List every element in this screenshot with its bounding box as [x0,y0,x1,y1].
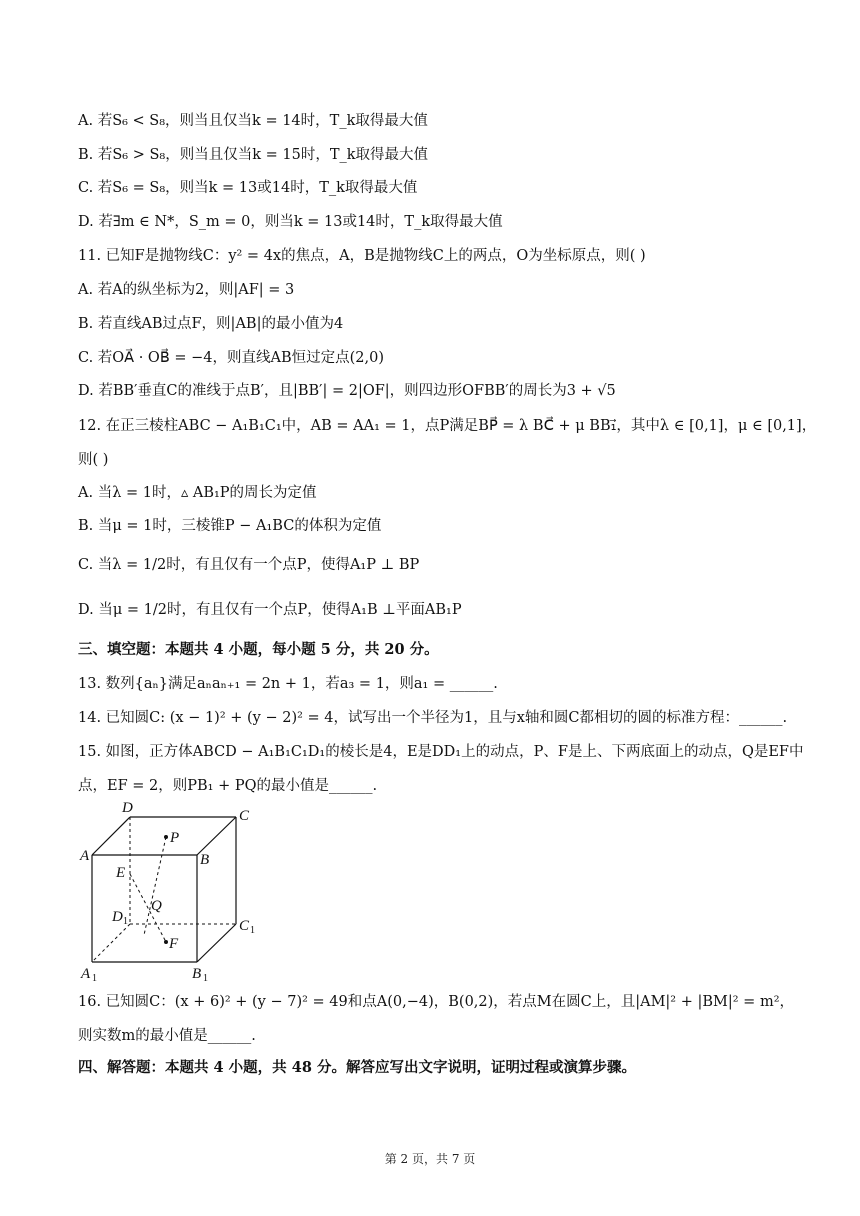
label-A: A [80,848,90,864]
segment-P [144,837,166,935]
cube-figure [76,800,266,985]
question-13: 13. 数列{aₙ}满足aₙaₙ₊₁ = 2n + 1，若a₃ = 1，则a₁ = ______. [78,676,498,692]
point-P [164,835,168,839]
option-10b: B. 若S₆ > S₈，则当且仅当k = 15时，T_k取得最大值 [78,147,429,163]
option-11b: B. 若直线AB过点F，则|AB|的最小值为4 [78,316,344,332]
label-B1-sub: 1 [203,973,208,984]
option-11a: A. 若A的纵坐标为2，则|AF| = 3 [78,282,295,298]
edge-C1-B1 [197,924,236,962]
label-P: P [170,830,180,846]
question-14: 14. 已知圆C: (x − 1)² + (y − 2)² = 4，试写出一个半径为1，且与x轴和圆C都相切的圆的标准方程：______. [78,710,788,726]
option-12a: A. 当λ = 1时，▵ AB₁P的周长为定值 [78,485,317,501]
edge-A-D [92,817,130,855]
edge-D1-A1 [92,924,130,962]
option-10a: A. 若S₆ < S₈，则当且仅当k = 14时，T_k取得最大值 [78,113,428,129]
label-C1: C [239,918,250,934]
label-C1-sub: 1 [250,925,255,936]
label-D1-sub: 1 [123,916,128,927]
label-B: B [200,852,210,868]
label-A1: A [81,966,91,982]
section-fill-blank-heading: 三、填空题：本题共 4 小题，每小题 5 分，共 20 分。 [78,641,439,658]
label-D: D [122,800,133,816]
point-F [164,940,168,944]
option-12b: B. 当μ = 1时，三棱锥P − A₁BC的体积为定值 [78,518,382,534]
question-15-cont: 点，EF = 2，则PB₁ + PQ的最小值是______. [78,778,378,794]
label-C: C [239,808,250,824]
page-footer: 第 2 页，共 7 页 [384,1152,476,1166]
option-10c: C. 若S₆ = S₈，则当k = 13或14时，T_k取得最大值 [78,180,418,196]
label-F: F [169,936,179,952]
option-10d: D. 若∃m ∈ N*，S_m = 0，则当k = 13或14时，T_k取得最大值 [78,214,503,230]
edge-C-B [197,817,236,855]
question-11: 11. 已知F是抛物线C：y² = 4x的焦点，A，B是抛物线C上的两点，O为坐标原点，则( ) [78,248,646,264]
label-A1-sub: 1 [92,973,97,984]
option-12c: C. 当λ = 1/2时，有且仅有一个点P，使得A₁P ⊥ BP [78,557,420,573]
question-16-cont: 则实数m的最小值是______. [78,1028,256,1044]
option-12d: D. 当μ = 1/2时，有且仅有一个点P，使得A₁B ⊥平面AB₁P [78,602,462,618]
question-16: 16. 已知圆C：(x + 6)² + (y − 7)² = 49和点A(0,−4)，B(0,2)，若点M在圆C上，且|AM|² + |BM|² = m²， [78,994,795,1010]
question-12: 12. 在正三棱柱ABC − A₁B₁C₁中，AB = AA₁ = 1，点P满足BP⃗ = λ BC⃗ + μ BB₁⃗，其中λ ∈ [0,1]，μ ∈ [0,1]， [78,418,817,434]
label-D1: D [112,909,123,925]
question-15: 15. 如图，正方体ABCD − A₁B₁C₁D₁的棱长是4，E是DD₁上的动点，P、F是上、下两底面上的动点，Q是EF中 [78,744,804,760]
label-B1: B [192,966,202,982]
label-Q: Q [151,898,162,914]
label-E: E [116,865,126,881]
option-11c: C. 若OA⃗ · OB⃗ = −4，则直线AB恒过定点(2,0) [78,350,385,366]
option-11d: D. 若BB′垂直C的准线于点B′，且|BB′| = 2|OF|，则四边形OFBB′的周长为3 + √5 [78,383,616,399]
question-12-cont: 则( ) [78,452,109,468]
section-solve-heading: 四、解答题：本题共 4 小题，共 48 分。解答应写出文字说明，证明过程或演算步骤。 [78,1059,636,1076]
